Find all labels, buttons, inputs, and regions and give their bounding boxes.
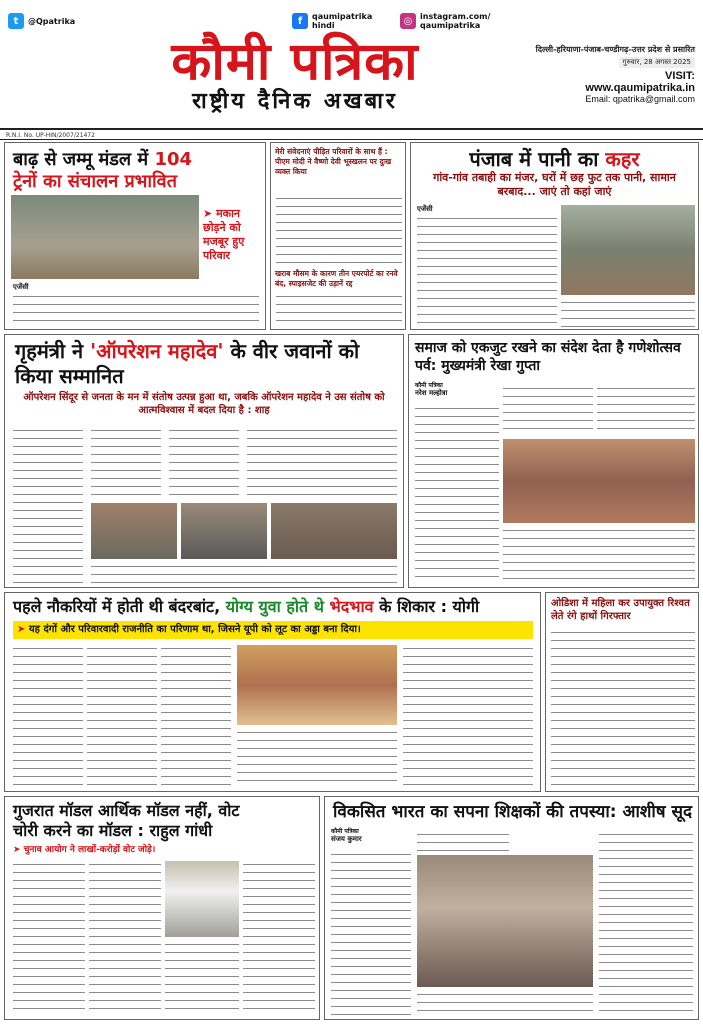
rahul-col-4 [243,861,315,1015]
facebook-icon: f [292,13,308,29]
website-link[interactable]: www.qaumipatrika.in [585,82,695,94]
mahadev-col-4 [247,427,397,497]
yogi-photo [237,645,397,725]
ganesh-col-3 [597,385,695,435]
ganesh-byline [415,381,447,398]
rahul-col-2 [89,861,161,1015]
subtitle-text: राष्ट्रीय दैनिक अखबार [192,88,398,114]
flood-photo [11,195,199,279]
story-operation-mahadev [4,334,404,588]
mahadev-headline-quote: 'ऑपरेशन महादेव' [90,339,224,363]
mahadev-photo-1 [91,503,177,559]
mahadev-col-2 [91,427,161,497]
punjab-agency: एजेंसी [417,205,433,213]
punjab-headline [411,143,698,171]
yogi-headline-2: के शिकार : योगी [379,597,480,616]
rahul-bar-text: चुनाव आयोग ने लाखों-करोड़ों वोट जोड़े। [23,845,156,855]
mahadev-headline-2: के वीर जवानों को किया सम्मानित [15,339,360,388]
sood-col-1 [331,851,411,1015]
arrow-icon: ➤ [17,624,26,635]
mahadev-col-3 [169,427,239,497]
punjab-subhead: गांव-गांव तबाही का मंजर, घरों में छह फुट तक पानी, सामान बरबाद... जाएं तो कहां जाएं [433,171,676,198]
photo-caption [203,207,263,263]
rahul-col-1 [13,861,85,1015]
rahul-headline-2: चोरी करने का मॉडल : राहुल गांधी [13,821,213,840]
punjab-article-body [417,215,557,327]
rahul-col-3 [165,941,239,1015]
yogi-headline-red: भेदभाव [329,597,374,616]
sood-byline [331,827,362,844]
sood-col-3 [599,831,693,1015]
story-ganeshotsav [408,334,699,588]
instagram-line-2: qaumipatrika [420,21,481,30]
runway-headline: खराब मौसम के कारण तीन एयरपोर्ट का रनवे बंद, स्पाइसजेट की उड़ानें रद्द [275,269,398,288]
mahadev-subhead: ऑपरेशन सिंदूर से जनता के मन में संतोष उत्पन्न हुआ था, जबकि ऑपरेशन महादेव ने उस संतोष को आत्मविश्वास में बदल दिया है : शाह [23,392,385,416]
article-body [13,293,259,327]
region-line: दिल्ली-हरियाणा-पंजाब-चण्डीगढ़-उत्तर प्रदेश से प्रसारित [535,45,695,54]
yogi-col-2 [87,645,157,787]
yogi-headline [5,593,540,619]
mahadev-photo-captions [91,563,397,583]
byline-label: कौमी पत्रिका [415,382,443,389]
byline-name: नरेश मल्होत्रा [415,389,448,397]
story-odisha [545,592,699,792]
punjab-photo-caption [561,299,695,327]
yogi-headline-1: पहले नौकरियों में होती थी बंदरबांट, [13,597,221,616]
headline-number: 104 [154,149,193,170]
story-ashish-sood [324,796,699,1020]
odisha-headline: ओडिशा में महिला कर उपायुक्त रिश्वत लेते रंगे हाथों गिरफ्तार [546,593,698,627]
arrow-icon: ➤ [13,845,21,855]
mahadev-headline [5,335,403,389]
caption-text: मकान छोड़ने को मजबूर हुए परिवार [203,207,245,262]
headline-part-2: ट्रेनों का संचालन प्रभावित [13,171,177,192]
rahul-highlight [13,843,313,857]
punjab-headline-red: कहर [605,147,640,171]
facebook-text [312,12,372,30]
yogi-headline-green: योग्य युवा होते थे [225,597,324,616]
yogi-col-5 [403,645,533,787]
email-link[interactable]: Email: qpatrika@gmail.com [585,94,695,104]
yogi-col-4 [237,729,397,787]
masthead [0,0,703,128]
mahadev-photo-2 [181,503,267,559]
ganesh-headline: समाज को एकजुट रखने का संदेश देता है गणेशोत्सव पर्व: मुख्यमंत्री रेखा गुप्ता [415,340,681,374]
sood-byline-label: कौमी पत्रिका [331,828,359,835]
pm-article-body [276,195,402,263]
story-jammu-flood [4,142,266,330]
story-yogi [4,592,541,792]
visit-box [535,70,695,104]
story-pm-modi [270,142,406,330]
mahadev-photo-3 [271,503,397,559]
jammu-headline [5,143,265,193]
twitter-icon: t [8,13,24,29]
facebook-line-2: hindi [312,21,335,30]
twitter-text: @Qpatrika [28,16,76,26]
punjab-flood-photo [561,205,695,295]
ganesh-col-bottom [503,527,695,583]
ganesh-photo [503,439,695,523]
rahul-headline [5,797,319,841]
rahul-photo [165,861,239,937]
instagram-line-1: instagram.com/ [420,12,491,21]
rahul-headline-1: गुजरात मॉडल आर्थिक मॉडल नहीं, वोट [13,801,240,820]
odisha-article-body [551,629,695,787]
yogi-highlight-bar [13,621,533,639]
newspaper-title [150,31,440,114]
visit-label: VISIT: [665,70,695,82]
instagram-icon: ◎ [400,13,416,29]
yogi-bar-text: यह दंगों और परिवारवादी राजनीति का परिणाम था, जिसने यूपी को लूट का अड्डा बना दिया। [28,624,361,635]
instagram-text [420,12,490,30]
facebook-line-1: qaumipatrika [312,12,373,21]
headline-part-1: बाढ़ से जम्मू मंडल में [13,149,149,170]
ganesh-col-1 [415,405,499,583]
registration-line [0,128,703,140]
story-rahul-gandhi [4,796,320,1020]
mahadev-col-1 [13,427,83,583]
pm-headline: मेरी संवेदनाएं पीड़ित परिवारों के साथ हैं : पीएम मोदी ने वैष्णो देवी भूस्खलन पर दुःख व्यक्त किया [275,147,392,176]
ganesh-col-2 [503,385,593,435]
twitter-handle[interactable] [8,6,75,36]
sood-photo-caption [417,991,593,1015]
mahadev-headline-1: गृहमंत्री ने [15,339,84,363]
sood-photo [417,855,593,987]
agency-label: एजेंसी [13,283,29,291]
date-line: गुरुवार, 28 अगस्त 2025 [619,57,695,68]
punjab-headline-1: पंजाब में पानी का [469,147,599,171]
arrow-icon: ➤ [203,207,213,220]
sood-col-2-top [417,831,509,851]
sood-headline: विकसित भारत का सपना शिक्षकों की तपस्या: आशीष सूद [333,802,693,822]
reg-number: R.N.I. No. UP-HIN/2007/21472 [6,132,95,139]
yogi-col-1 [13,645,83,787]
sood-byline-name: संजय कुमार [331,835,362,843]
story-punjab [410,142,699,330]
title-text: कौमी पत्रिका [171,31,419,92]
yogi-col-3 [161,645,231,787]
runway-article-body [276,293,402,327]
